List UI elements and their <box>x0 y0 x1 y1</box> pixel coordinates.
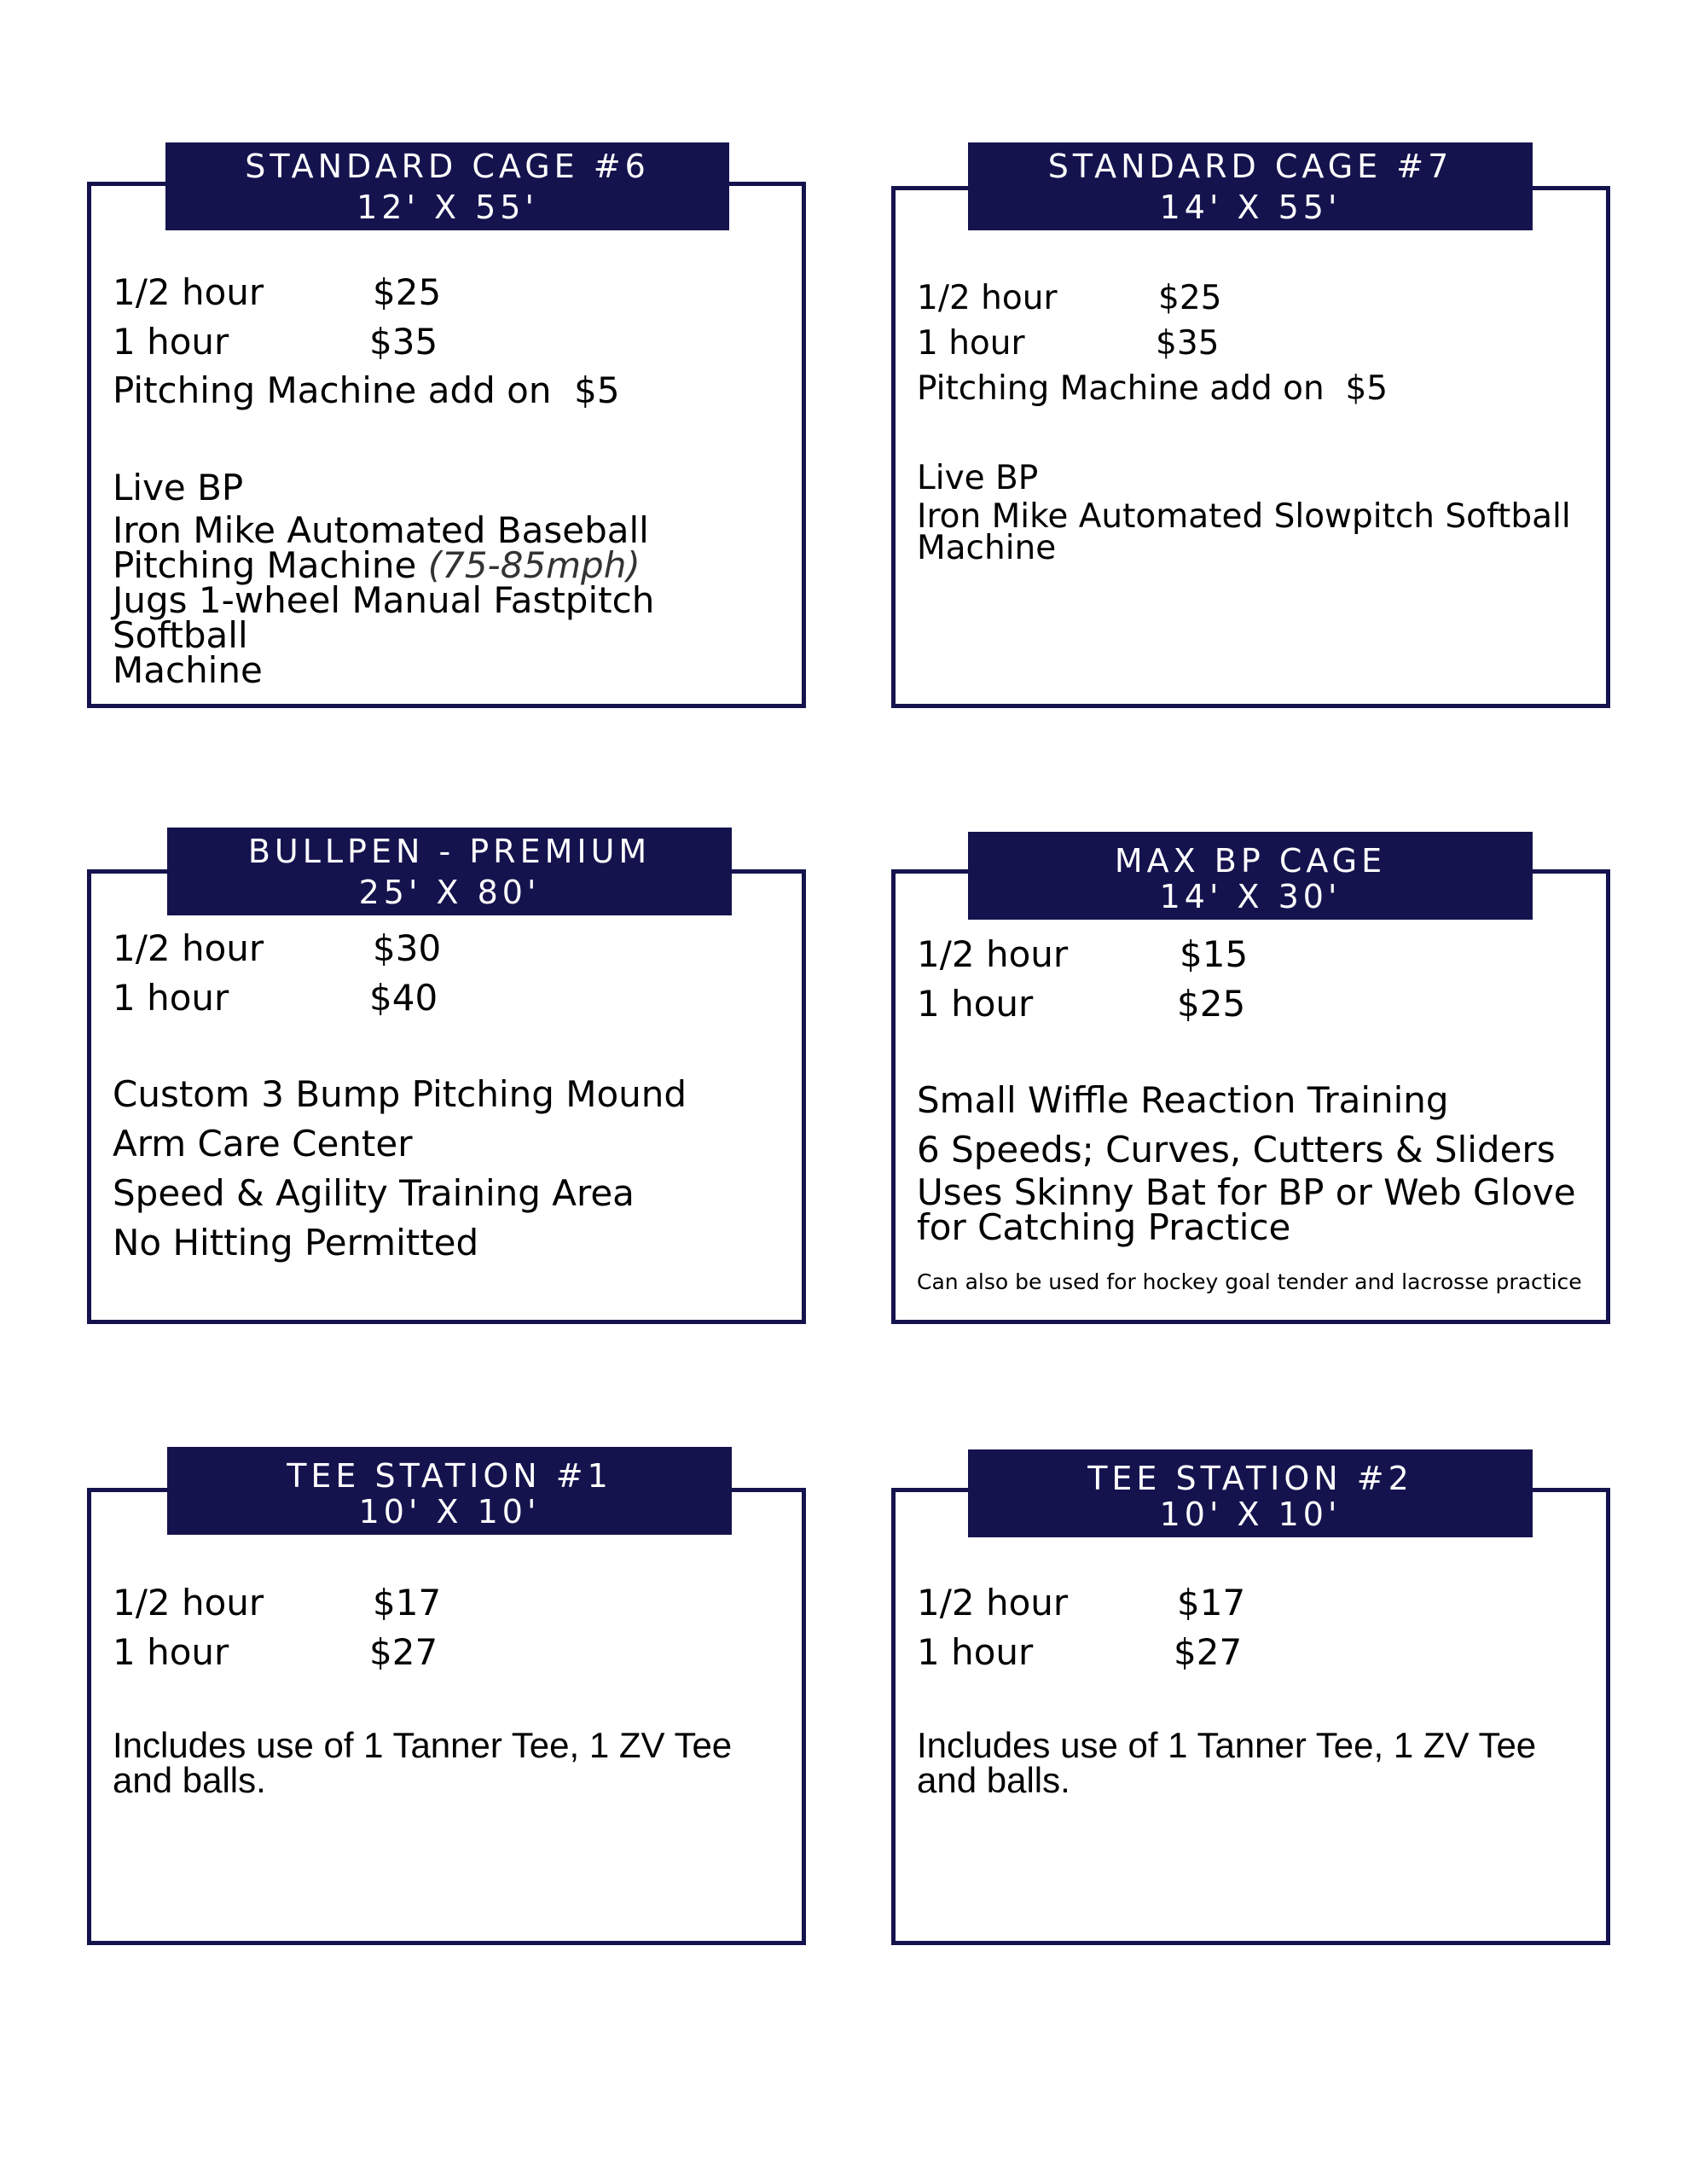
card-content <box>917 276 1589 567</box>
feature-item: Live BP <box>113 467 244 508</box>
card-title: TEE STATION #1 <box>287 1456 612 1495</box>
rate-price: $35 <box>1156 324 1220 363</box>
card-header <box>165 142 729 230</box>
rate-row <box>917 979 1589 1028</box>
feature-item: Custom 3 Bump Pitching Mound <box>113 1073 687 1115</box>
includes-text: and balls. <box>113 1760 266 1800</box>
card-tee-station-2 <box>891 1488 1610 1945</box>
rate-price: $30 <box>373 926 442 969</box>
rate-label: 1/2 hour <box>113 926 264 969</box>
card-header <box>167 828 732 915</box>
card-title: BULLPEN - PREMIUM <box>247 832 652 870</box>
card-size: 12' X 55' <box>357 188 538 226</box>
rate-label: 1/2 hour <box>113 1581 264 1623</box>
addon-text: Pitching Machine add on $5 <box>917 369 1388 408</box>
rate-price: $27 <box>369 1630 438 1673</box>
card-size: 10' X 10' <box>358 1492 541 1531</box>
rate-label: 1/2 hour <box>113 270 264 313</box>
card-size: 14' X 30' <box>1159 877 1342 915</box>
rate-price: $25 <box>1158 279 1222 317</box>
rate-row <box>113 317 785 366</box>
card-content <box>113 1577 785 1798</box>
rate-price: $35 <box>369 320 438 363</box>
rate-price: $25 <box>373 270 442 313</box>
rate-row <box>113 1577 785 1627</box>
feature-text: Machine <box>113 649 263 691</box>
card-standard-cage-7 <box>891 186 1610 708</box>
card-size: 10' X 10' <box>1159 1495 1342 1533</box>
rate-label: 1 hour <box>917 982 1034 1025</box>
rate-price: $25 <box>1177 982 1246 1025</box>
card-content <box>113 923 785 1268</box>
card-size: 14' X 55' <box>1159 188 1342 226</box>
speed-range: (75-85mph) <box>427 544 641 586</box>
rate-row <box>113 923 785 973</box>
includes-text: and balls. <box>917 1760 1070 1800</box>
card-size: 25' X 80' <box>358 873 541 911</box>
addon-text: Pitching Machine add on $5 <box>113 369 620 411</box>
card-title: STANDARD CAGE #7 <box>1047 147 1453 185</box>
rate-row <box>113 973 785 1022</box>
rate-label: 1 hour <box>113 1630 229 1673</box>
rate-row <box>113 267 785 317</box>
rate-row <box>917 1577 1589 1627</box>
rate-row <box>917 1627 1589 1676</box>
rate-label: 1 hour <box>113 320 229 363</box>
rate-label: 1 hour <box>113 976 229 1019</box>
rate-price: $17 <box>373 1581 442 1623</box>
card-title: TEE STATION #2 <box>1087 1459 1413 1497</box>
card-tee-station-1 <box>87 1488 806 1945</box>
card-title: STANDARD CAGE #6 <box>245 147 650 185</box>
feature-text: Uses Skinny Bat for BP or Web Glove <box>917 1171 1576 1213</box>
card-note: Can also be used for hockey goal tender and lacrosse practice <box>917 1269 1582 1294</box>
card-header <box>968 832 1533 920</box>
card-bullpen-premium <box>87 869 806 1324</box>
rate-label: 1/2 hour <box>917 1581 1069 1623</box>
feature-text: Iron Mike Automated Baseball <box>113 509 649 551</box>
card-content <box>917 929 1589 1296</box>
feature-item: Live BP <box>917 459 1039 497</box>
card-header <box>167 1447 732 1535</box>
feature-item: 6 Speeds; Curves, Cutters & Sliders <box>917 1129 1556 1170</box>
feature-item: Speed & Agility Training Area <box>113 1172 635 1214</box>
card-header <box>968 1449 1533 1537</box>
feature-item: Small Wiffle Reaction Training <box>917 1079 1449 1121</box>
feature-text: Jugs 1-wheel Manual Fastpitch Softball <box>113 579 655 656</box>
feature-item: No Hitting Permitted <box>113 1222 479 1263</box>
feature-text: Machine <box>917 529 1057 567</box>
includes-text: Includes use of 1 Tanner Tee, 1 ZV Tee <box>917 1725 1537 1765</box>
rate-row <box>917 929 1589 979</box>
feature-text: for Catching Practice <box>917 1206 1291 1248</box>
card-title: MAX BP CAGE <box>1114 841 1387 880</box>
feature-text: Iron Mike Automated Slowpitch Softball <box>917 497 1571 536</box>
card-max-bp-cage <box>891 869 1610 1324</box>
feature-item: Arm Care Center <box>113 1123 413 1165</box>
rate-row <box>113 1627 785 1676</box>
rate-label: 1/2 hour <box>917 932 1069 975</box>
card-content <box>113 267 785 691</box>
rate-label: 1 hour <box>917 324 1025 363</box>
card-standard-cage-6 <box>87 182 806 708</box>
rate-price: $15 <box>1180 932 1249 975</box>
card-content <box>917 1577 1589 1798</box>
rate-row <box>917 276 1589 321</box>
card-header <box>968 142 1533 230</box>
rate-row <box>917 321 1589 366</box>
includes-text: Includes use of 1 Tanner Tee, 1 ZV Tee <box>113 1725 733 1765</box>
rate-label: 1 hour <box>917 1630 1034 1673</box>
rate-price: $17 <box>1177 1581 1246 1623</box>
rate-label: 1/2 hour <box>917 279 1058 317</box>
rate-price: $27 <box>1174 1630 1243 1673</box>
feature-text-part: Pitching Machine <box>113 544 428 586</box>
rate-price: $40 <box>369 976 438 1019</box>
feature-text <box>113 544 785 586</box>
